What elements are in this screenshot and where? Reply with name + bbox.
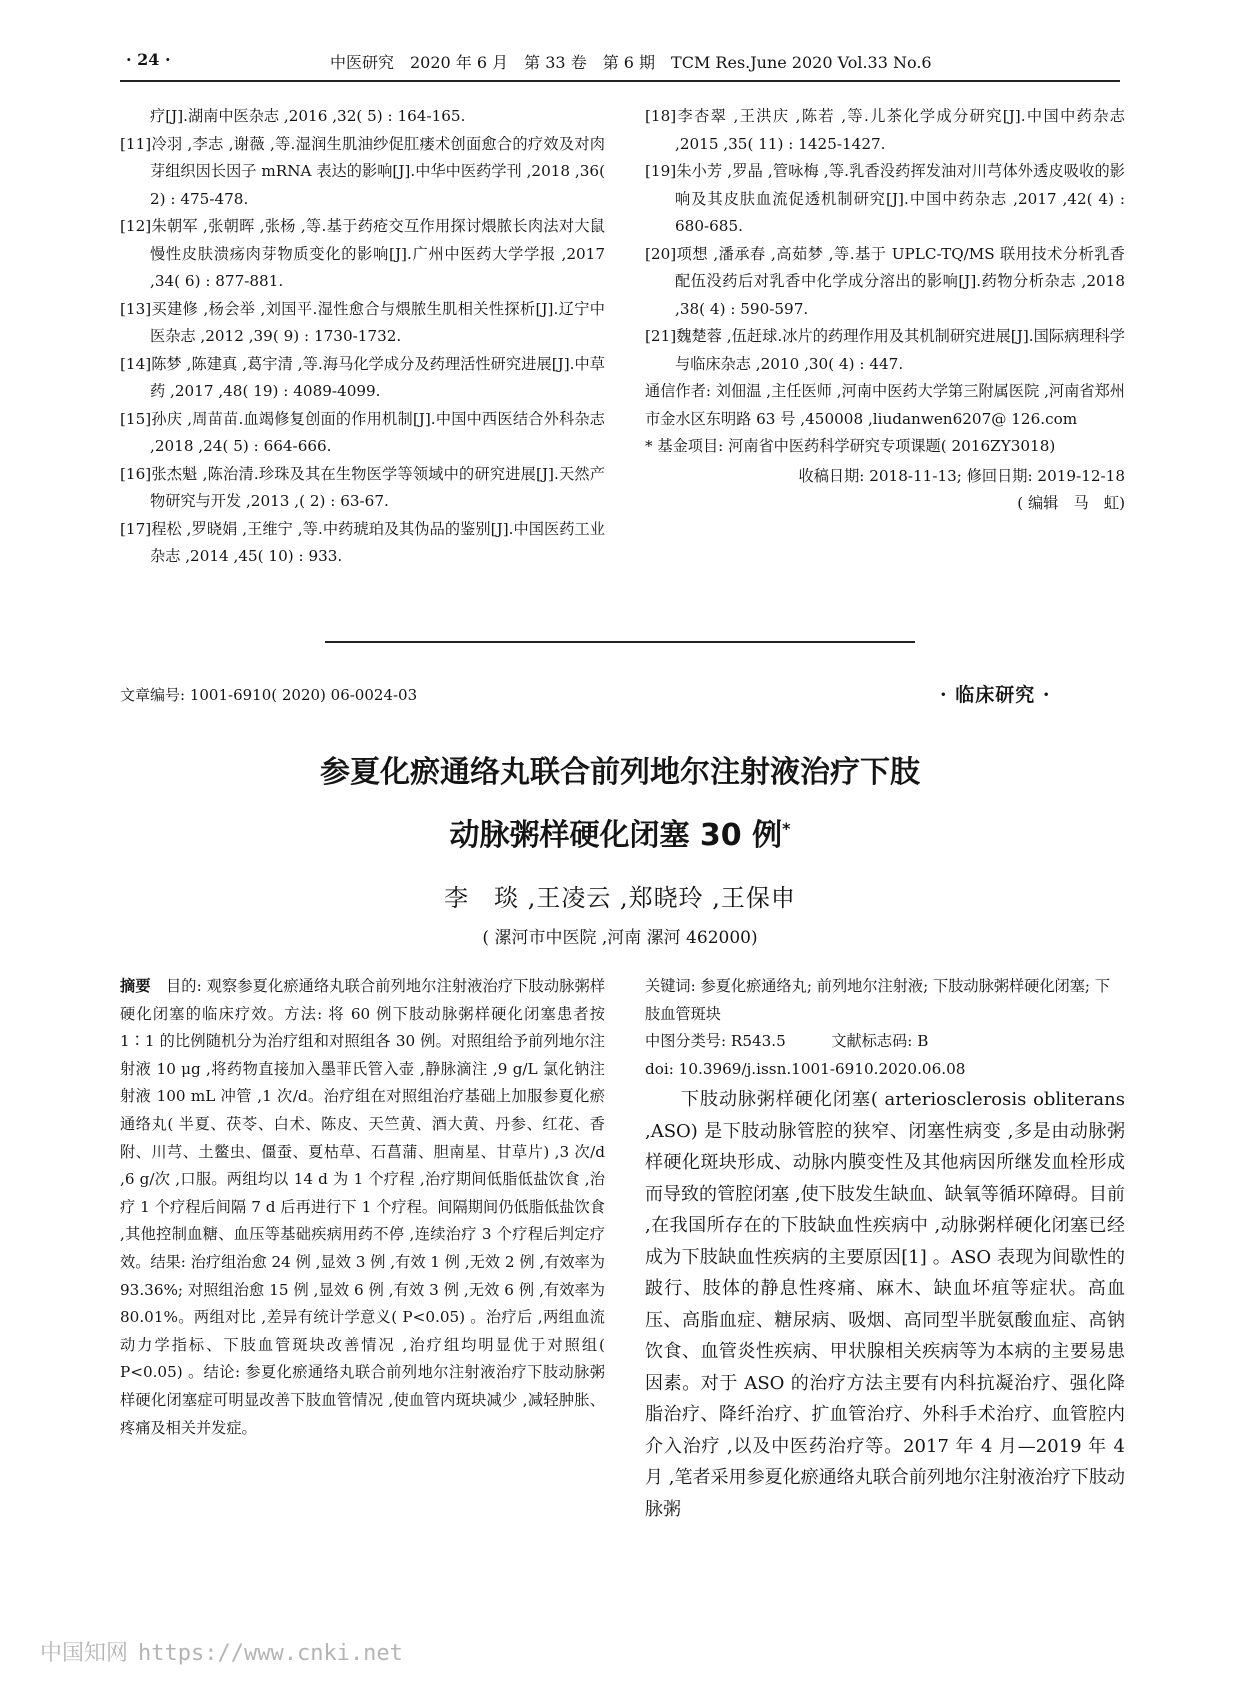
title-footnote-mark: * [782,819,791,838]
reference-list-left [120,103,605,571]
reference-item: [18]李杏翠 ,王洪庆 ,陈若 ,等.儿茶化学成分研究[J].中国中药杂志 ,2015 ,35( 11) : 1425-1427. [645,107,1125,153]
section-tag: · 临床研究 · [940,684,1051,706]
abstract-label: 摘要 [120,977,166,995]
keywords-block [645,973,1125,1083]
intro-paragraph: 下肢动脉粥样硬化闭塞( arteriosclerosis obliterans ,ASO) 是下肢动脉管腔的狭窄、闭塞性病变 ,多是由动脉粥样硬化斑块形成、动脉内膜变性及其他病因所继发血栓形成而导致的管腔闭塞 ,使下肢发生缺血、缺氧等循环障碍。目前 ,在我国所存在的下肢缺血性疾病中 ,动脉粥样硬化闭塞已经成为下肢缺血性疾病的主要原因[1] 。ASO 表现为间歇性的跛行、肢体的静息性疼痛、麻木、缺血坏疽等症状。高血压、高脂血症、糖尿病、吸烟、高同型半胱氨酸血症、高钠饮食、血管炎性疾病、甲状腺相关疾病等为本病的主要易患因素。对于 ASO 的治疗方法主要有内科抗凝治疗、强化降脂治疗、降纤治疗、扩血管治疗、外科手术治疗、血管腔内介入治疗 ,以及中医药治疗等。2017 年 4 月—2019 年 4 月 ,笔者采用参夏化瘀通络丸联合前列地尔注射液治疗下肢动脉粥 [645,1089,1125,1520]
reference-item: [19]朱小芳 ,罗晶 ,管咏梅 ,等.乳香没药挥发油对川芎体外透皮吸收的影响及其皮肤血流促透机制研究[J].中国中药杂志 ,2017 ,42( 4) : 680-685. [645,162,1125,235]
section-divider [325,641,915,643]
reference-list-right [645,103,1125,518]
abstract-text: 目的: 观察参夏化瘀通络丸联合前列地尔注射液治疗下肢动脉粥样硬化闭塞的临床疗效。方法: 将 60 例下肢动脉粥样硬化闭塞患者按 1∶1 的比例随机分为治疗组和对照组各 30 例。对照组给予前列地尔注射液 10 μg ,将药物直接加入墨菲氏管入壶 ,静脉滴注 ,9 g/L 氯化钠注射液 100 mL 冲管 ,1 次/d。治疗组在对照组治疗基础上加服参夏化瘀通络丸( 半夏、茯苓、白术、陈皮、天竺黄、酒大黄、丹参、红花、香附、川芎、土鳖虫、僵蚕、夏枯草、石菖蒲、胆南星、甘草片) ,3 次/d ,6 g/次 ,口服。两组均以 14 d 为 1 个疗程 ,治疗期间低脂低盐饮食 ,治疗 1 个疗程后间隔 7 d 后再进行下 1 个疗程。间隔期间仍低脂低盐饮食 ,其他控制血糖、血压等基础疾病用药不停 ,连续治疗 3 个疗程后判定疗效。结果: 治疗组治愈 24 例 ,显效 3 例 ,有效 1 例 ,无效 2 例 ,有效率为 93.36%; 对照组治愈 15 例 ,显效 6 例 ,有效 3 例 ,无效 6 例 ,有效率为 80.01%。两组对比 ,差异有统计学意义( P<0.05) 。治疗后 ,两组血流动力学指标、下肢血管斑块改善情况 ,治疗组均明显优于对照组( P<0.05) 。结论: 参夏化瘀通络丸联合前列地尔注射液治疗下肢动脉粥样硬化闭塞症可明显改善下肢血管情况 ,使血管内斑块减少 ,减轻肿胀、疼痛及相关并发症。 [120,977,606,1437]
reference-item: [11]冷羽 ,李志 ,谢薇 ,等.湿润生肌油纱促肛瘘术创面愈合的疗效及对肉芽组织因长因子 mRNA 表达的影响[J].中华中医药学刊 ,2018 ,36( 2) : 475-478. [120,134,605,208]
article-number: 文章编号: 1001-6910( 2020) 06-0024-03 [120,686,418,704]
editor-note: ( 编辑 马 虹) [1017,494,1125,512]
cnki-watermark [40,1636,403,1667]
reference-item: [16]张杰魁 ,陈治清.珍珠及其在生物医学等领域中的研究进展[J].天然产物研究与开发 ,2013 ,( 2) : 63-67. [120,464,605,510]
title-line-2 [120,801,1120,864]
reference-item: 疗[J].湖南中医杂志 ,2016 ,32( 5) : 164-165. [150,107,466,125]
header-rule [120,80,1120,82]
page-number: · 24 · [126,50,171,69]
classification: 中图分类号: R543.5 文献标志码: B [645,1032,929,1051]
watermark-url: https://www.cnki.net [138,1641,403,1666]
reference-item: [20]项想 ,潘承春 ,高茹梦 ,等.基于 UPLC-TQ/MS 联用技术分析乳香配伍没药后对乳香中化学成分溶出的影响[J].药物分析杂志 ,2018 ,38( 4) : 590-597. [645,244,1125,318]
reference-item: [17]程松 ,罗晓娟 ,王维宁 ,等.中药琥珀及其伪品的鉴别[J].中国医药工业杂志 ,2014 ,45( 10) : 933. [120,519,605,565]
keywords: 关键词: 参夏化瘀通络丸; 前列地尔注射液; 下肢动脉粥样硬化闭塞; 下肢血管斑块 [645,977,1111,1023]
doi: doi: 10.3969/j.issn.1001-6910.2020.06.08 [645,1059,966,1078]
received-date: 收稿日期: 2018-11-13; 修回日期: 2019-12-18 [798,466,1125,485]
abstract [120,973,605,1442]
title-line-2-text: 动脉粥样硬化闭塞 30 例 [449,818,783,853]
reference-item: [12]朱朝军 ,张朝晖 ,张杨 ,等.基于药疮交互作用探讨煨脓长肉法对大鼠慢性皮肤溃疡肉芽物质变化的影响[J].广州中医药大学学报 ,2017 ,34( 6) : 877-881. [120,217,605,290]
title-line-1: 参夏化瘀通络丸联合前列地尔注射液治疗下肢 [320,755,920,790]
reference-item: [15]孙庆 ,周苗苗.血竭修复创面的作用机制[J].中国中西医结合外科杂志 ,2018 ,24( 5) : 664-666. [120,409,605,455]
fund-note: * 基金项目: 河南省中医药科学研究专项课题( 2016ZY3018) [645,437,1056,455]
reference-item: [13]买建修 ,杨会举 ,刘国平.湿性愈合与煨脓生肌相关性探析[J].辽宁中医杂志 ,2012 ,39( 9) : 1730-1732. [120,299,605,345]
author-list: 李 琰 ,王凌云 ,郑晓玲 ,王保申 [444,884,796,912]
correspondence-note: 通信作者: 刘佃温 ,主任医师 ,河南中医药大学第三附属医院 ,河南省郑州市金水区东明路 63 号 ,450008 ,liudanwen6207@ 126.com [645,382,1125,428]
article-title [120,745,1120,864]
journal-info: 中医研究 2020 年 6 月 第 33 卷 第 6 期 TCM Res.June 2020 Vol.33 No.6 [330,53,932,72]
affiliation: ( 漯河市中医院 ,河南 漯河 462000) [482,928,758,948]
page-header [120,44,1120,80]
reference-item: [21]魏楚蓉 ,伍赶球.冰片的药理作用及其机制研究进展[J].国际病理科学与临床杂志 ,2010 ,30( 4) : 447. [645,327,1125,373]
reference-item: [14]陈梦 ,陈建真 ,葛宇清 ,等.海马化学成分及药理活性研究进展[J].中草药 ,2017 ,48( 19) : 4089-4099. [120,354,605,400]
watermark-logo-text: 中国知网 [40,1641,129,1666]
